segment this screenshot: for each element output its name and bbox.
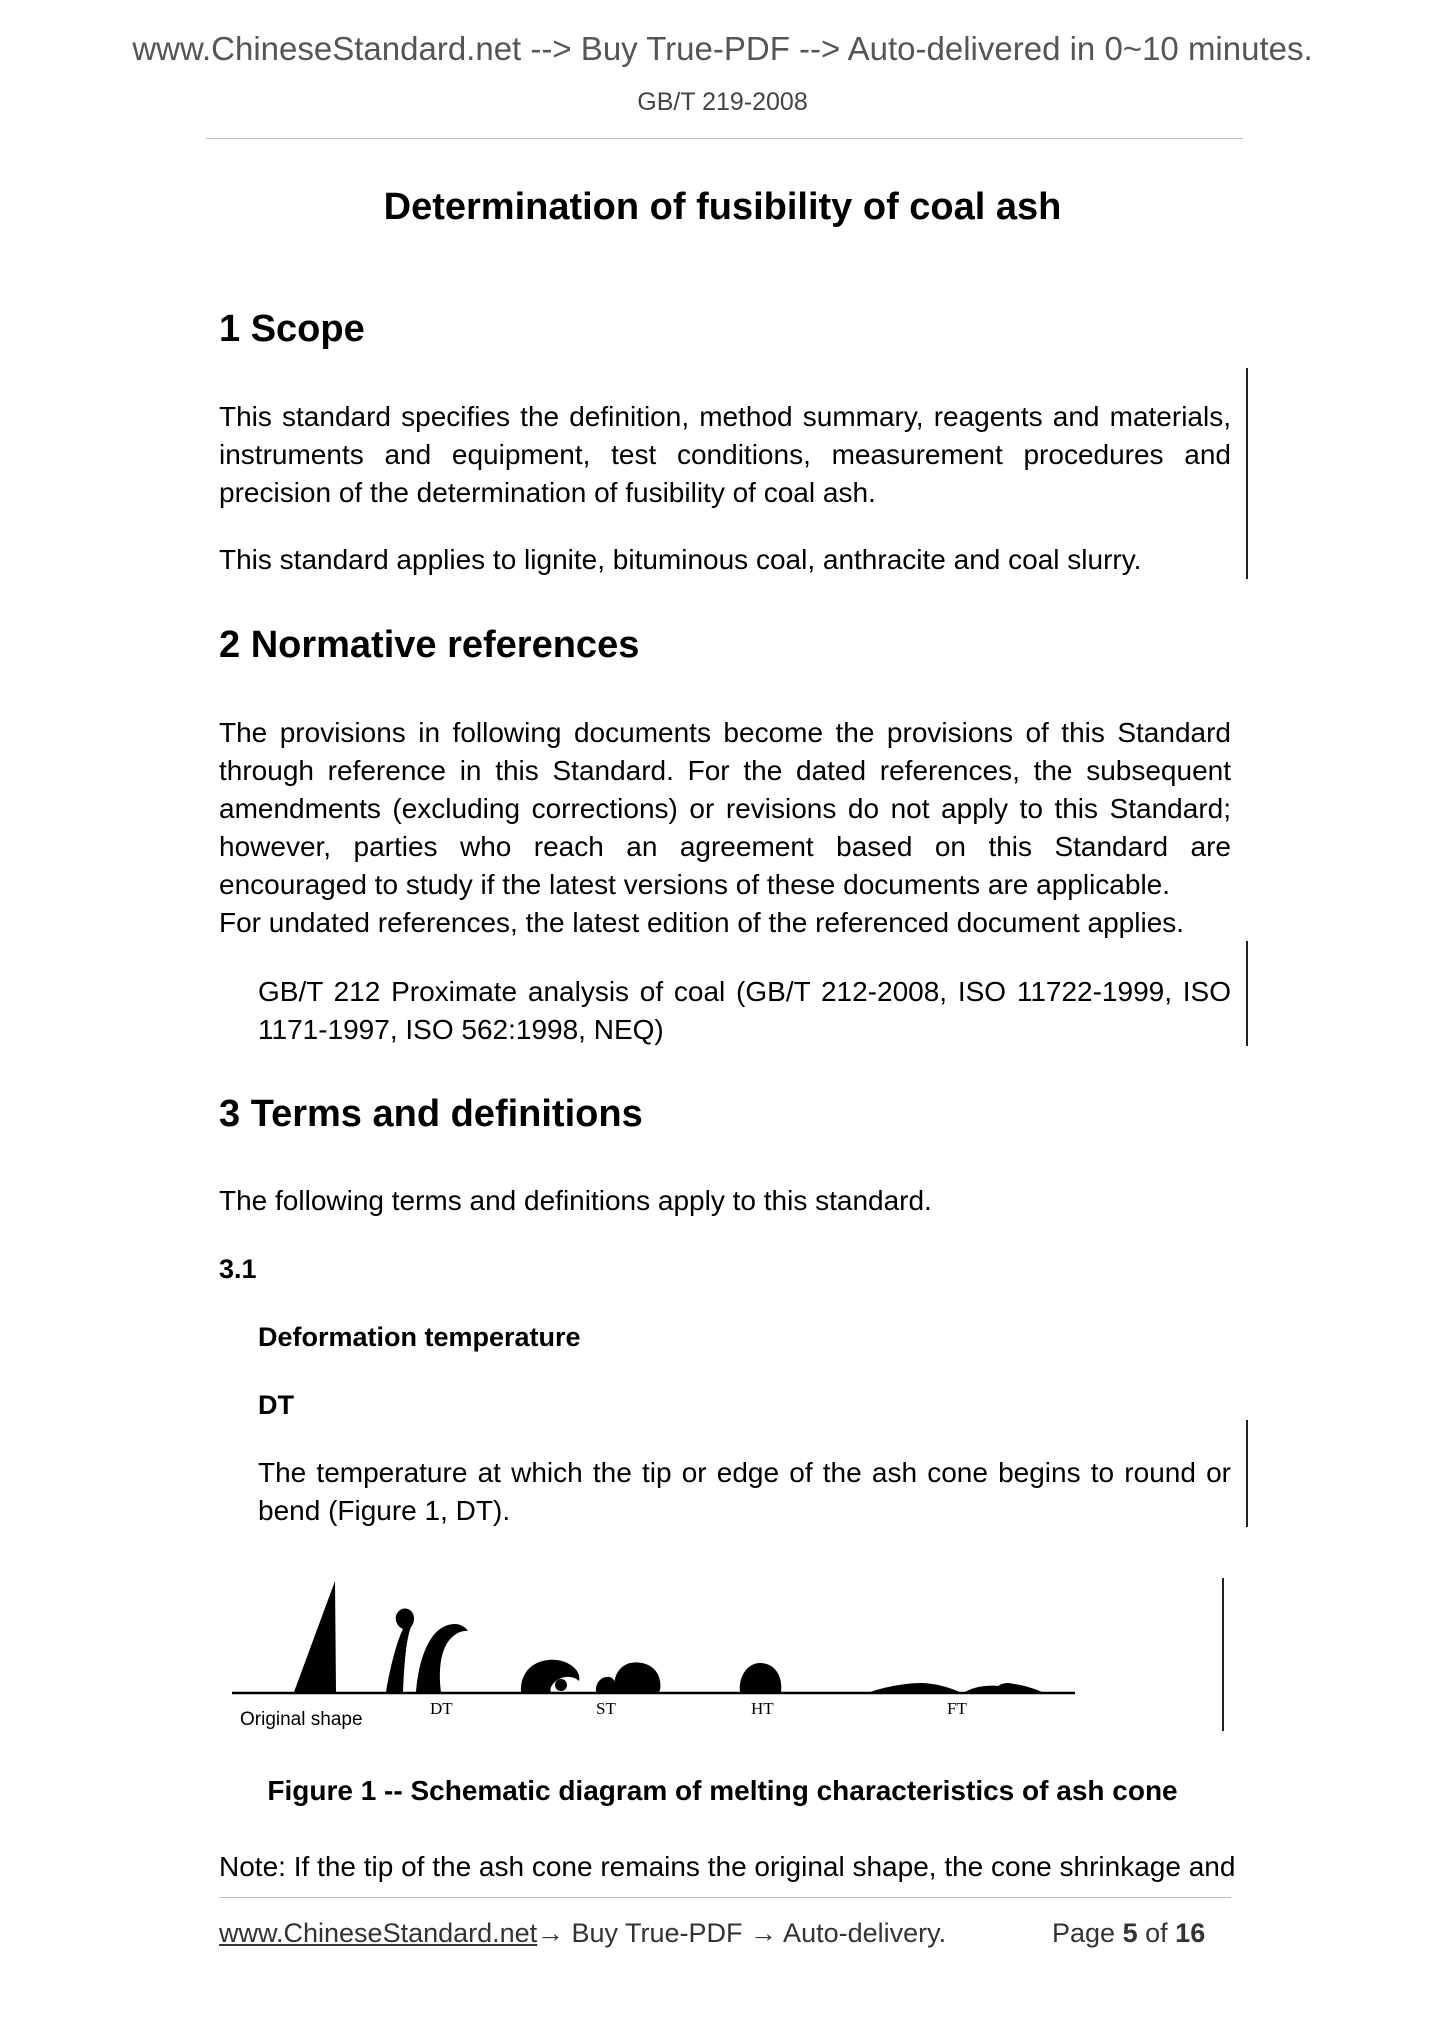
header-banner: www.ChineseStandard.net --> Buy True-PDF --> Auto-delivered in 0~10 minutes.	[132, 30, 1313, 67]
section-heading-terms: 3 Terms and definitions	[219, 1093, 643, 1135]
term-definition: The temperature at which the tip or edge of the ash cone begins to round or bend (Figure 1, DT).	[258, 1457, 1231, 1526]
normative-paragraph-1-last-line: For undated references, the latest edition of the referenced document applies.	[219, 907, 1185, 938]
change-bar	[1246, 1420, 1248, 1527]
ash-cone-figure	[230, 1575, 1090, 1735]
scope-paragraph-1: This standard specifies the definition, method summary, reagents and materials, instruments and equipment, test conditions, measurement procedures and precision of the determination of fusibility of coal ash.	[219, 401, 1231, 508]
original-cone-shape	[294, 1581, 336, 1692]
dt-cone-shape-1	[386, 1609, 414, 1692]
header-divider	[206, 138, 1243, 139]
label-original-shape: Original shape	[240, 1709, 363, 1730]
dt-cone-shape-2	[416, 1624, 468, 1692]
change-bar	[1222, 1578, 1224, 1731]
st-cone-shape-2	[555, 1679, 567, 1691]
label-dt: DT	[430, 1699, 453, 1718]
term-name: Deformation temperature	[258, 1322, 581, 1352]
ht-hemisphere-shape	[740, 1663, 782, 1692]
footer-divider	[219, 1897, 1231, 1898]
page-total: 16	[1175, 1918, 1206, 1948]
normative-paragraph-1: The provisions in following documents become the provisions of this Standard through reference in this Standard. For the dated references, the subsequent amendments (excluding corrections) or revisions do not apply to this Standard; however, parties who reach an agreement based on this Standard are encouraged to study if the latest versions of these documents are applicable.	[219, 717, 1231, 900]
note-text: Note: If the tip of the ash cone remains the original shape, the cone shrinkage and	[219, 1851, 1236, 1882]
page-label: Page	[1052, 1918, 1116, 1948]
page-of: of	[1145, 1918, 1168, 1948]
page-indicator	[1052, 1918, 1205, 1949]
change-bar	[1246, 368, 1248, 579]
change-bar	[1246, 941, 1248, 1046]
label-ht: HT	[751, 1699, 774, 1718]
label-st: ST	[596, 1699, 616, 1718]
figure-caption: Figure 1 -- Schematic diagram of melting characteristics of ash cone	[267, 1775, 1178, 1806]
document-title: Determination of fusibility of coal ash	[383, 186, 1062, 228]
normative-reference-gbt212: GB/T 212 Proximate analysis of coal (GB/T 212-2008, ISO 11722-1999, ISO 1171-1997, ISO 562:1998, NEQ)	[258, 976, 1231, 1045]
section-heading-scope: 1 Scope	[219, 308, 365, 350]
section-heading-normative: 2 Normative references	[219, 624, 640, 666]
st-cone-shape-4	[596, 1677, 616, 1692]
scope-paragraph-2: This standard applies to lignite, bituminous coal, anthracite and coal slurry.	[219, 544, 1142, 575]
page-current: 5	[1122, 1918, 1138, 1948]
st-cone-shape-1	[521, 1660, 579, 1692]
ft-flattened-shape-1	[870, 1683, 960, 1692]
st-cone-shape-3	[614, 1662, 660, 1692]
terms-intro: The following terms and definitions apply to this standard.	[219, 1185, 932, 1216]
footer-tagline: → Buy True-PDF → Auto-delivery.	[537, 1918, 947, 1948]
header-standard-code: GB/T 219-2008	[637, 88, 808, 116]
ft-flattened-shape-2	[965, 1683, 1042, 1692]
footer-link[interactable]: www.ChineseStandard.net	[219, 1918, 538, 1948]
label-ft: FT	[947, 1699, 967, 1718]
term-number: 3.1	[219, 1254, 257, 1284]
term-abbreviation: DT	[258, 1390, 294, 1420]
